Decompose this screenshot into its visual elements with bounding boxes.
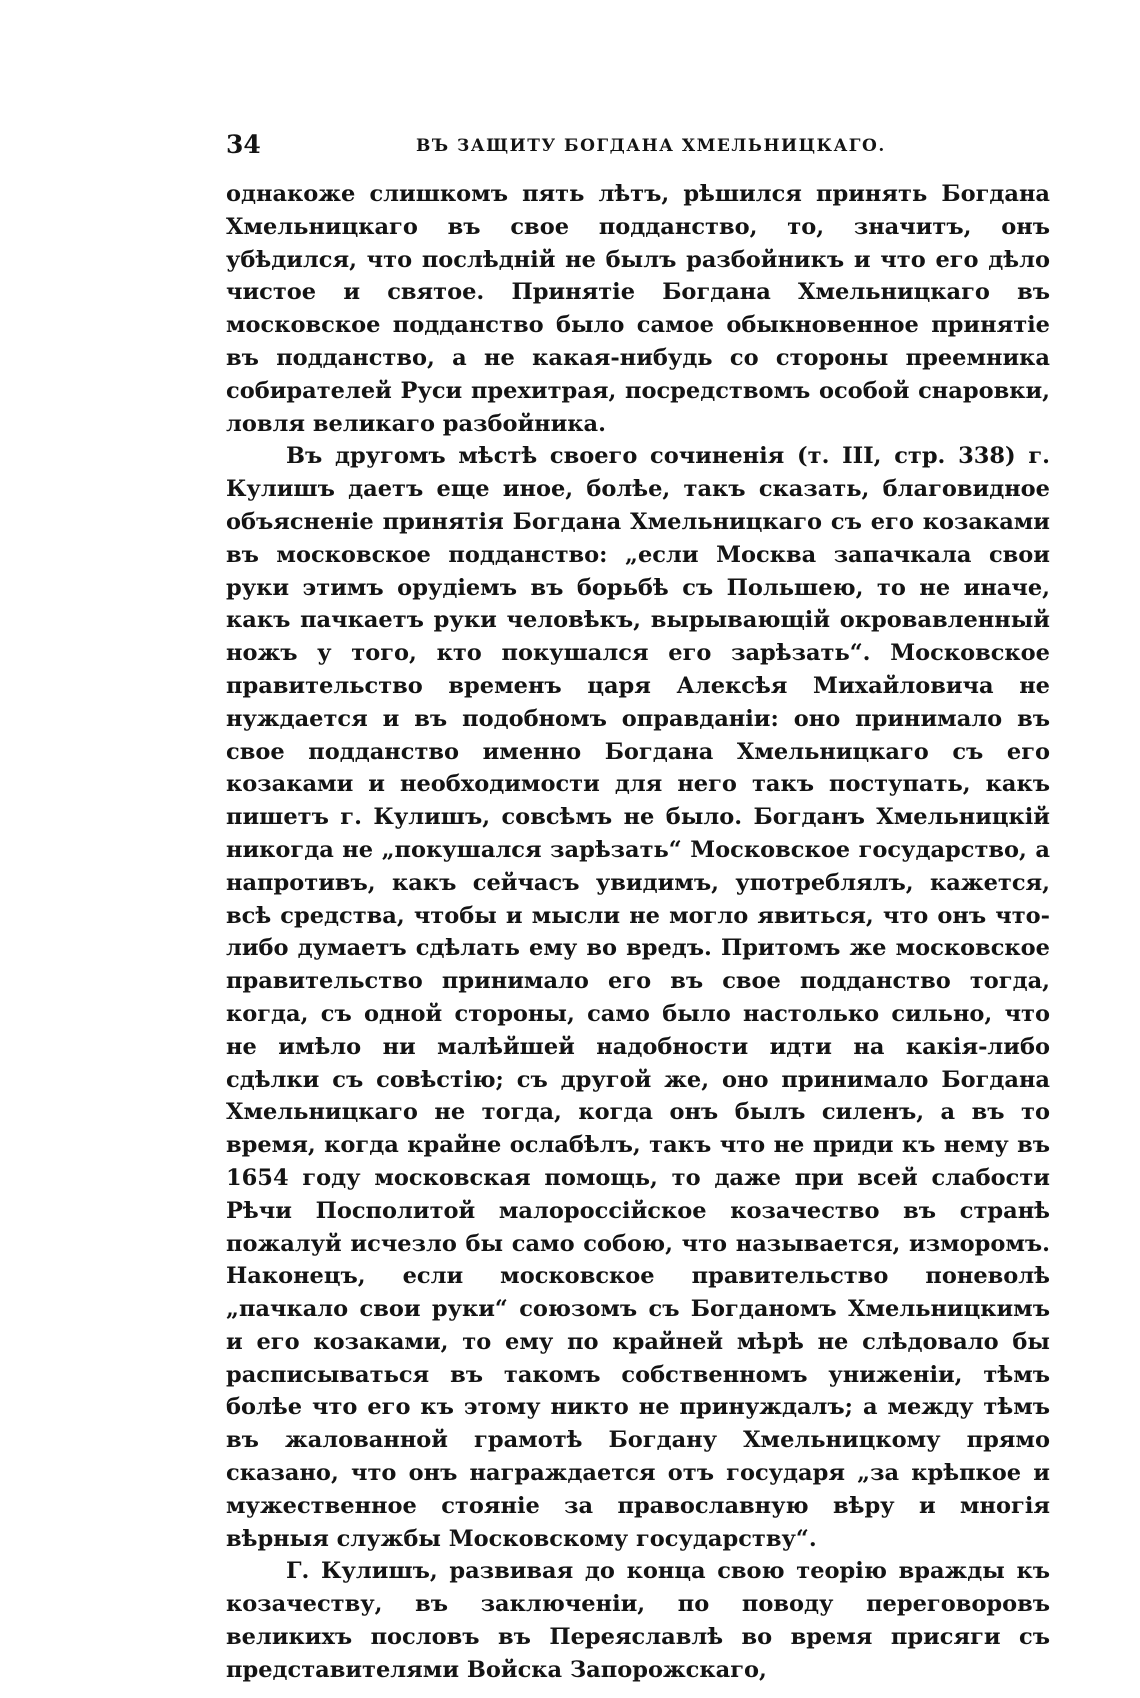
paragraph: Въ другомъ мѣстѣ своего сочиненія (т. III, стр. 338) г. Кулишъ даетъ еще иное, болѣе, такъ сказать, благовидное объясненіе принятія Богдана Хмельницкаго съ его козаками въ московское подданство: „если Москва запачкала свои руки этимъ орудіемъ въ борьбѣ съ Польшею, то не иначе, какъ пачкаетъ руки человѣкъ, вырывающій окровавленный ножъ у того, кто покушался его зарѣзать“. Московское правительство временъ царя Алексѣя Михайловича не нуждается и въ подобномъ оправданіи: оно принимало въ свое подданство именно Богдана Хмельницкаго съ его козаками и необходимости для него такъ поступать, какъ пишетъ г. Кулишъ, совсѣмъ не было. Богданъ Хмельницкій никогда не „покушался зарѣзать“ Московское государство, а напротивъ, какъ сейчасъ увидимъ, употреблялъ, кажется, всѣ средства, чтобы и мысли не могло явиться, что онъ что-либо думаетъ сдѣлать ему во вредъ. Притомъ же московское правительство принимало его въ свое подданство тогда, когда, съ одной стороны, само было настолько сильно, что не имѣло ни малѣйшей надобности идти на какія-либо сдѣлки съ совѣстію; съ другой же, оно принимало Богдана Хмельницкаго не тогда, когда онъ былъ силенъ, а въ то время, когда крайне ослабѣлъ, такъ что не приди къ нему въ 1654 году московская помощь, то даже при всей слабости Рѣчи Посполитой малороссійское козачество въ странѣ пожалуй исчезло бы само собою, что называется, изморомъ. Наконецъ, если московское правительство поневолѣ „пачкало свои руки“ союзомъ съ Богданомъ Хмельницкимъ и его козаками, то ему по крайней мѣрѣ не слѣдовало бы расписываться въ такомъ собственномъ униженіи, тѣмъ болѣе что его къ этому никто не принуждалъ; а между тѣмъ въ жалованной грамотѣ Богдану Хмельницкому прямо сказано, что онъ награждается отъ государя „за крѣпкое и мужественное стояніе за православную вѣру и многія вѣрныя службы Московскому государству“. [226,443,1050,1552]
body-text [226,178,1050,1687]
paragraph: Г. Кулишъ, развивая до конца свою теорію вражды къ козачеству, въ заключеніи, по поводу переговоровъ великихъ пословъ въ Переяславлѣ во время присяги съ представителями Войска Запорожскаго, [226,1558,1050,1683]
paragraph: однакоже слишкомъ пять лѣтъ, рѣшился принять Богдана Хмельницкаго въ свое подданство, то, значитъ, онъ убѣдился, что послѣдній не былъ разбойникъ и что его дѣло чистое и святое. Принятіе Богдана Хмельницкаго въ московское подданство было самое обыкновенное принятіе въ подданство, а не какая-нибудь со стороны преемника собирателей Руси прехитрая, посредствомъ особой снаровки, ловля великаго разбойника. [226,181,1050,437]
page-header [226,130,1050,170]
page-number: 34 [226,130,261,159]
running-title: ВЪ ЗАЩИТУ БОГДАНА ХМЕЛЬНИЦКАГО. [416,136,886,156]
